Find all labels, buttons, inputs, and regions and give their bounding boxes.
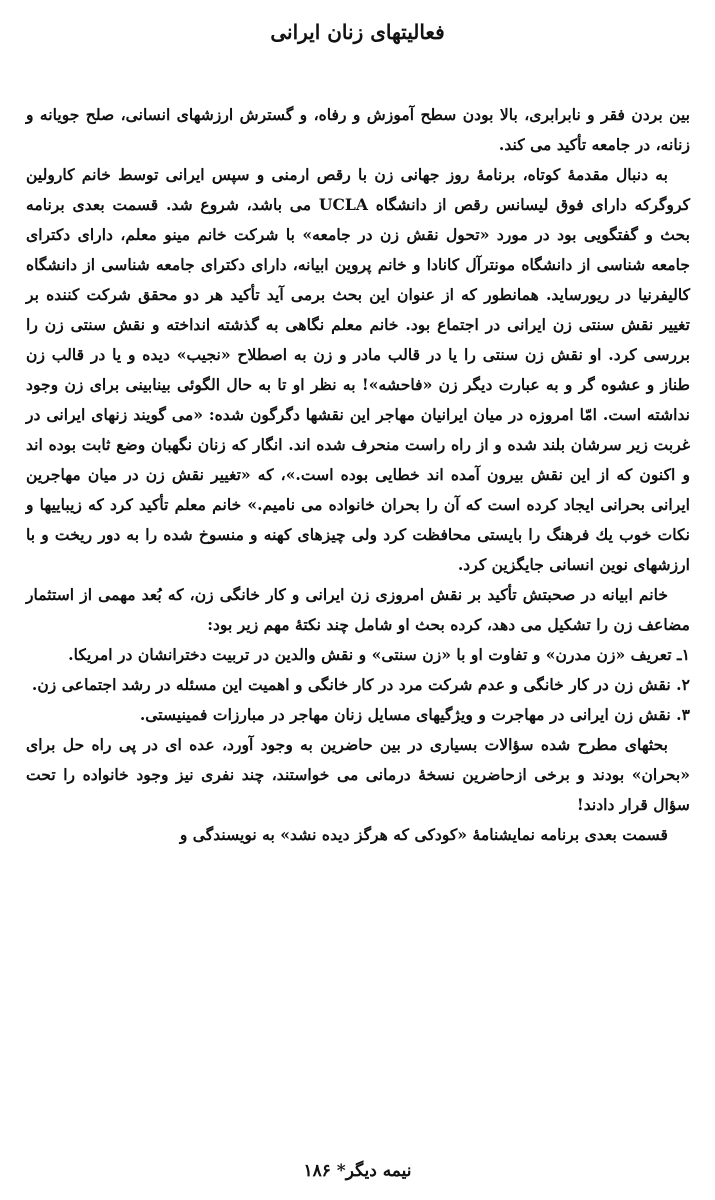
page-title: فعالیتهای زنان ایرانی: [270, 20, 445, 44]
paragraph-continuation: بین بردن فقر و نابرابری، بالا بودن سطح آموزش و رفاه، و گسترش ارزشهای انسانی، صلح جویانه و زنانه، در جامعه تأکید می کند.: [26, 105, 690, 154]
article-body: [26, 100, 690, 850]
list-item-1: ۱ـ تعریف «زن مدرن» و تفاوت او با «زن سنتی» و نقش والدین در تربیت دخترانشان در امریکا.: [68, 645, 690, 664]
paragraph-discussion: بحثهای مطرح شده سؤالات بسیاری در بین حاضرین به وجود آورد، عده ای در پی راه حل برای «بحران» بودند و برخی ازحاضرین نسخهٔ درمانی می خواستند، چند نفری نیز وجود خانواده را تحت سؤال قرار دادند!: [26, 735, 690, 814]
list-item-2: ۲. نقش زن در کار خانگی و عدم شرکت مرد در کار خانگی و اهمیت این مسئله در رشد اجتماعی زن.: [31, 675, 690, 694]
list-item-3: ۳. نقش زن ایرانی در مهاجرت و ویژگیهای مسایل زنان مهاجر در مبارزات فمینیستی.: [139, 705, 690, 724]
paragraph-event-intro: به دنبال مقدمهٔ کوتاه، برنامهٔ روز جهانی زن با رقص ارمنی و سپس ایرانی توسط خانم کارولین کروگرکه دارای فوق لیسانس رقص از دانشگاه UCLA می باشد، شروع شد. قسمت بعدی برنامه بحث و گفتگویی بود در مورد «تحول نقش زن در جامعه» با شرکت خانم مینو معلم، دارای دکترای جامعه شناسی از دانشگاه مونترآل کانادا و خانم پروین ابیانه، دارای دکترای جامعه شناسی از دانشگاه کالیفرنیا در ریورساید. همانطور که از عنوان این بحث برمی آید تأکید هر دو محقق شرکت کننده بر تغییر نقش سنتی زن ایرانی در اجتماع بود. خانم معلم نگاهی به گذشته انداخته و نقش سنتی زن را بررسی کرد. او نقش زن سنتی را یا در قالب مادر و زن به اصطلاح «نجیب» دیده و یا در قالب زن طناز و عشوه گر و به عبارت دیگر زن «فاحشه»! به نظر او تا به حال الگوئی بینابینی برای زن وجود نداشته است. امّا امروزه در میان ایرانیان مهاجر این نقشها دگرگون شده: «می گویند زنهای ایرانی در غربت زیر سرشان بلند شده و از راه راست منحرف شده اند. انگار که زنان نگهبان وضع ثابت بوده اند و اکنون که از این نقش بیرون آمده اند خطایی بوده است.»، که «تغییر نقش زن در میان مهاجرین ایرانی بحرانی ایجاد کرده است که آن را بحران خانواده می نامیم.» خانم معلم تأکید کرد که زیباییها و نکات خوب یك فرهنگ را بایستی محافظت کرد ولی چیزهای کهنه و منسوخ شده را به دور ریخت و با ارزشهای نوین انسانی جایگزین کرد.: [26, 165, 690, 574]
paragraph-next-program: قسمت بعدی برنامه نمایشنامهٔ «کودکی که هرگز دیده نشد» به نویسندگی و: [179, 825, 668, 844]
paragraph-abyaneh: خانم ابیانه در صحبتش تأکید بر نقش امروزی زن ایرانی و کار خانگی زن، که بُعد مهمی از استثمار مضاعف زن را تشکیل می دهد، کرده بحث او شامل چند نکتهٔ مهم زیر بود:: [26, 585, 690, 634]
page-footer: نیمه دیگر* ۱۸۶: [303, 1161, 412, 1181]
